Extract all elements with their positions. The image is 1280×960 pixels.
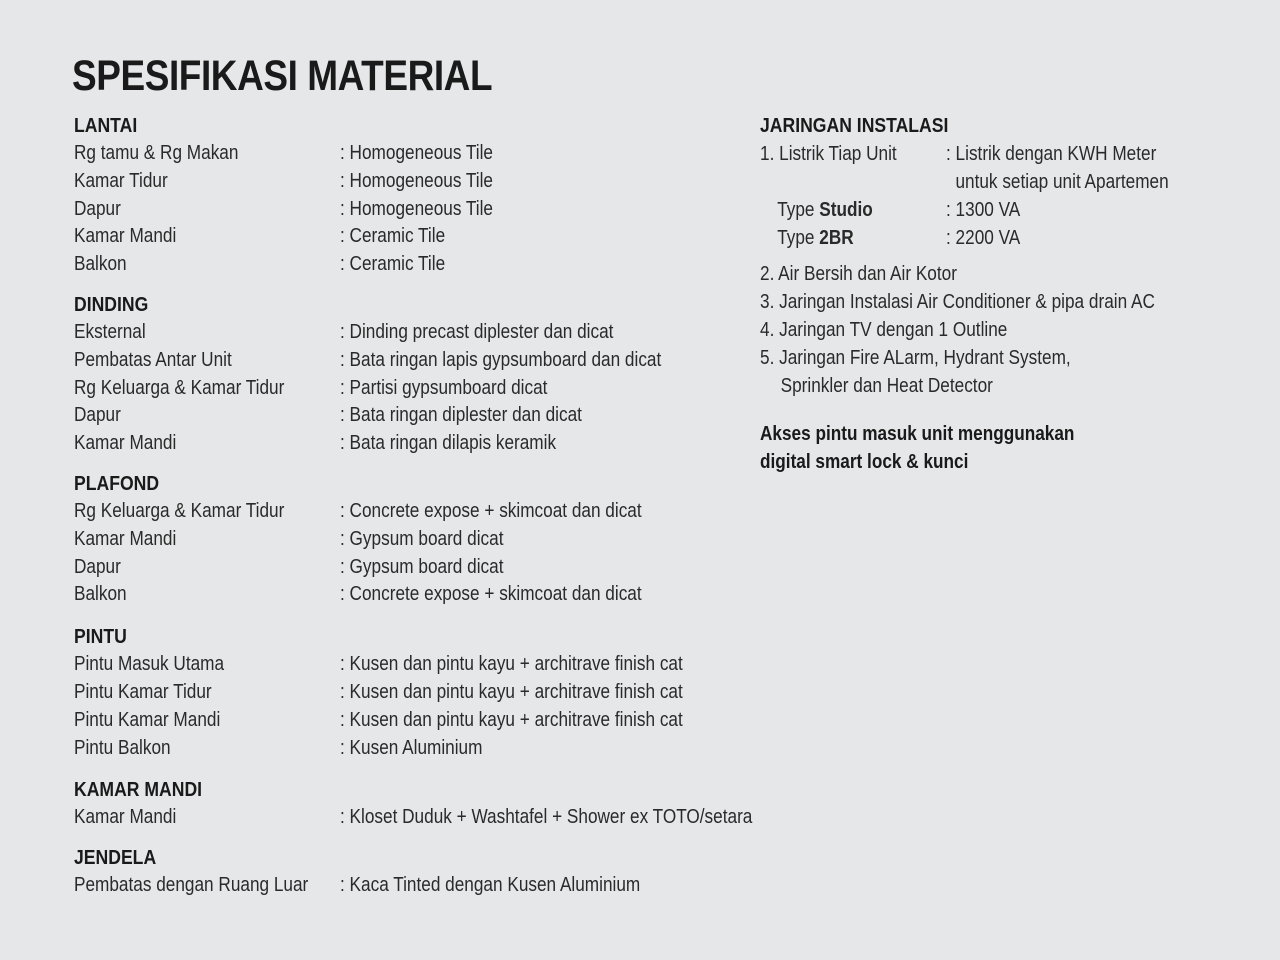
type-studio-row (760, 196, 1230, 224)
spec-label: Kamar Mandi (74, 225, 177, 248)
spec-label: Dapur (74, 555, 121, 578)
spec-value: : Bata ringan dilapis keramik (340, 432, 557, 455)
spec-value: : Gypsum board dicat (340, 555, 504, 578)
access-note-line: Akses pintu masuk unit menggunakan (760, 423, 1075, 445)
spec-value: : Gypsum board dicat (340, 527, 504, 550)
type-studio-name: Studio (819, 199, 873, 221)
spec-row (74, 554, 834, 582)
listrik-row-cont (760, 168, 1230, 196)
spec-row (74, 319, 834, 347)
spec-value: : Homogeneous Tile (340, 169, 493, 192)
spec-value: : Concrete expose + skimcoat dan dicat (340, 583, 642, 606)
spec-row (74, 526, 834, 554)
section-title: KAMAR MANDI (74, 779, 203, 802)
material-spec-column (74, 112, 834, 900)
spec-label: Pembatas dengan Ruang Luar (74, 874, 309, 897)
access-note-line: digital smart lock & kunci (760, 451, 969, 473)
spec-row (74, 651, 834, 679)
spec-label: Kamar Mandi (74, 432, 177, 455)
spec-row (74, 168, 834, 196)
spec-row (74, 804, 834, 832)
spec-label: Kamar Tidur (74, 169, 168, 192)
installation-item: 5. Jaringan Fire ALarm, Hydrant System, (760, 347, 1071, 369)
spec-value: : Bata ringan diplester dan dicat (340, 404, 582, 427)
spec-row (74, 196, 834, 224)
spec-row (74, 430, 834, 458)
spec-value: : Ceramic Tile (340, 225, 446, 248)
spec-row (74, 402, 834, 430)
spec-label: Balkon (74, 583, 127, 606)
spec-label: Eksternal (74, 320, 146, 343)
spec-label: Rg Keluarga & Kamar Tidur (74, 499, 285, 522)
spec-label: Pintu Masuk Utama (74, 653, 225, 676)
spec-row (74, 498, 834, 526)
spec-row (74, 707, 834, 735)
spec-row (74, 581, 834, 609)
spec-label: Dapur (74, 197, 121, 220)
spec-label: Pembatas Antar Unit (74, 348, 232, 371)
spec-value: : Partisi gypsumboard dicat (340, 376, 548, 399)
spec-row (74, 140, 834, 168)
section-title: PINTU (74, 626, 127, 649)
type-studio-label (760, 196, 920, 224)
spec-value: : Kusen dan pintu kayu + architrave finish cat (340, 680, 683, 703)
section-title: LANTAI (74, 115, 138, 137)
spec-row (74, 872, 834, 900)
spec-value: : Kusen Aluminium (340, 736, 483, 759)
spec-value: : Homogeneous Tile (340, 142, 493, 164)
section-plafond (74, 470, 834, 609)
spec-label: Dapur (74, 404, 121, 427)
spec-value: : Dinding precast diplester dan dicat (340, 320, 614, 343)
spec-value: : Concrete expose + skimcoat dan dicat (340, 499, 642, 522)
installation-item: 2. Air Bersih dan Air Kotor (760, 263, 957, 285)
type-studio-value: : 1300 VA (946, 199, 1021, 221)
spec-row (74, 735, 834, 763)
section-title-jaringan: JARINGAN INSTALASI (760, 115, 949, 137)
installation-item: 3. Jaringan Instalasi Air Conditioner & pipa drain AC (760, 291, 1155, 313)
spec-value: : Kloset Duduk + Washtafel + Shower ex TOTO/setara (340, 806, 753, 829)
spec-row (74, 679, 834, 707)
installation-item-cont: Sprinkler dan Heat Detector (780, 375, 993, 397)
spec-value: : Bata ringan lapis gypsumboard dan dicat (340, 348, 662, 371)
spec-row (74, 375, 834, 403)
spec-label: Kamar Mandi (74, 806, 177, 829)
installation-item: 4. Jaringan TV dengan 1 Outline (760, 319, 1008, 341)
spec-row (74, 347, 834, 375)
spec-label: Balkon (74, 253, 127, 276)
spec-value: : Kusen dan pintu kayu + architrave finish cat (340, 708, 683, 731)
listrik-value: : Listrik dengan KWH Meter (946, 143, 1157, 165)
type-2br-row (760, 224, 1230, 252)
spec-value: : Kusen dan pintu kayu + architrave finish cat (340, 653, 683, 676)
spec-label: Rg tamu & Rg Makan (74, 142, 239, 164)
page-title: SPESIFIKASI MATERIAL (72, 52, 493, 100)
section-dinding (74, 291, 834, 458)
listrik-row (760, 140, 1230, 168)
access-note (760, 420, 1164, 476)
section-pintu (74, 623, 834, 762)
section-kamar-mandi (74, 776, 834, 832)
spacer (760, 168, 920, 196)
spec-label: Rg Keluarga & Kamar Tidur (74, 376, 285, 399)
spec-value: : Homogeneous Tile (340, 197, 493, 220)
type-2br-name: 2BR (819, 227, 854, 249)
spec-label: Pintu Kamar Mandi (74, 708, 221, 731)
spec-label: Pintu Kamar Tidur (74, 680, 212, 703)
spec-row (74, 223, 834, 251)
section-lantai (74, 112, 834, 279)
section-jendela (74, 844, 834, 900)
spec-row (74, 251, 834, 279)
spec-value: : Ceramic Tile (340, 253, 446, 276)
type-2br-value: : 2200 VA (946, 227, 1021, 249)
section-title: JENDELA (74, 847, 157, 870)
installation-column (760, 112, 1230, 476)
listrik-label: 1. Listrik Tiap Unit (760, 143, 897, 165)
spec-value: : Kaca Tinted dengan Kusen Aluminium (340, 874, 641, 897)
type-prefix: Type (777, 227, 820, 249)
listrik-value-cont: untuk setiap unit Apartemen (955, 171, 1169, 193)
spec-label: Kamar Mandi (74, 527, 177, 550)
section-title: PLAFOND (74, 472, 160, 495)
type-prefix: Type (777, 199, 820, 221)
spec-label: Pintu Balkon (74, 736, 171, 759)
section-title: DINDING (74, 293, 149, 316)
type-2br-label (760, 224, 920, 252)
